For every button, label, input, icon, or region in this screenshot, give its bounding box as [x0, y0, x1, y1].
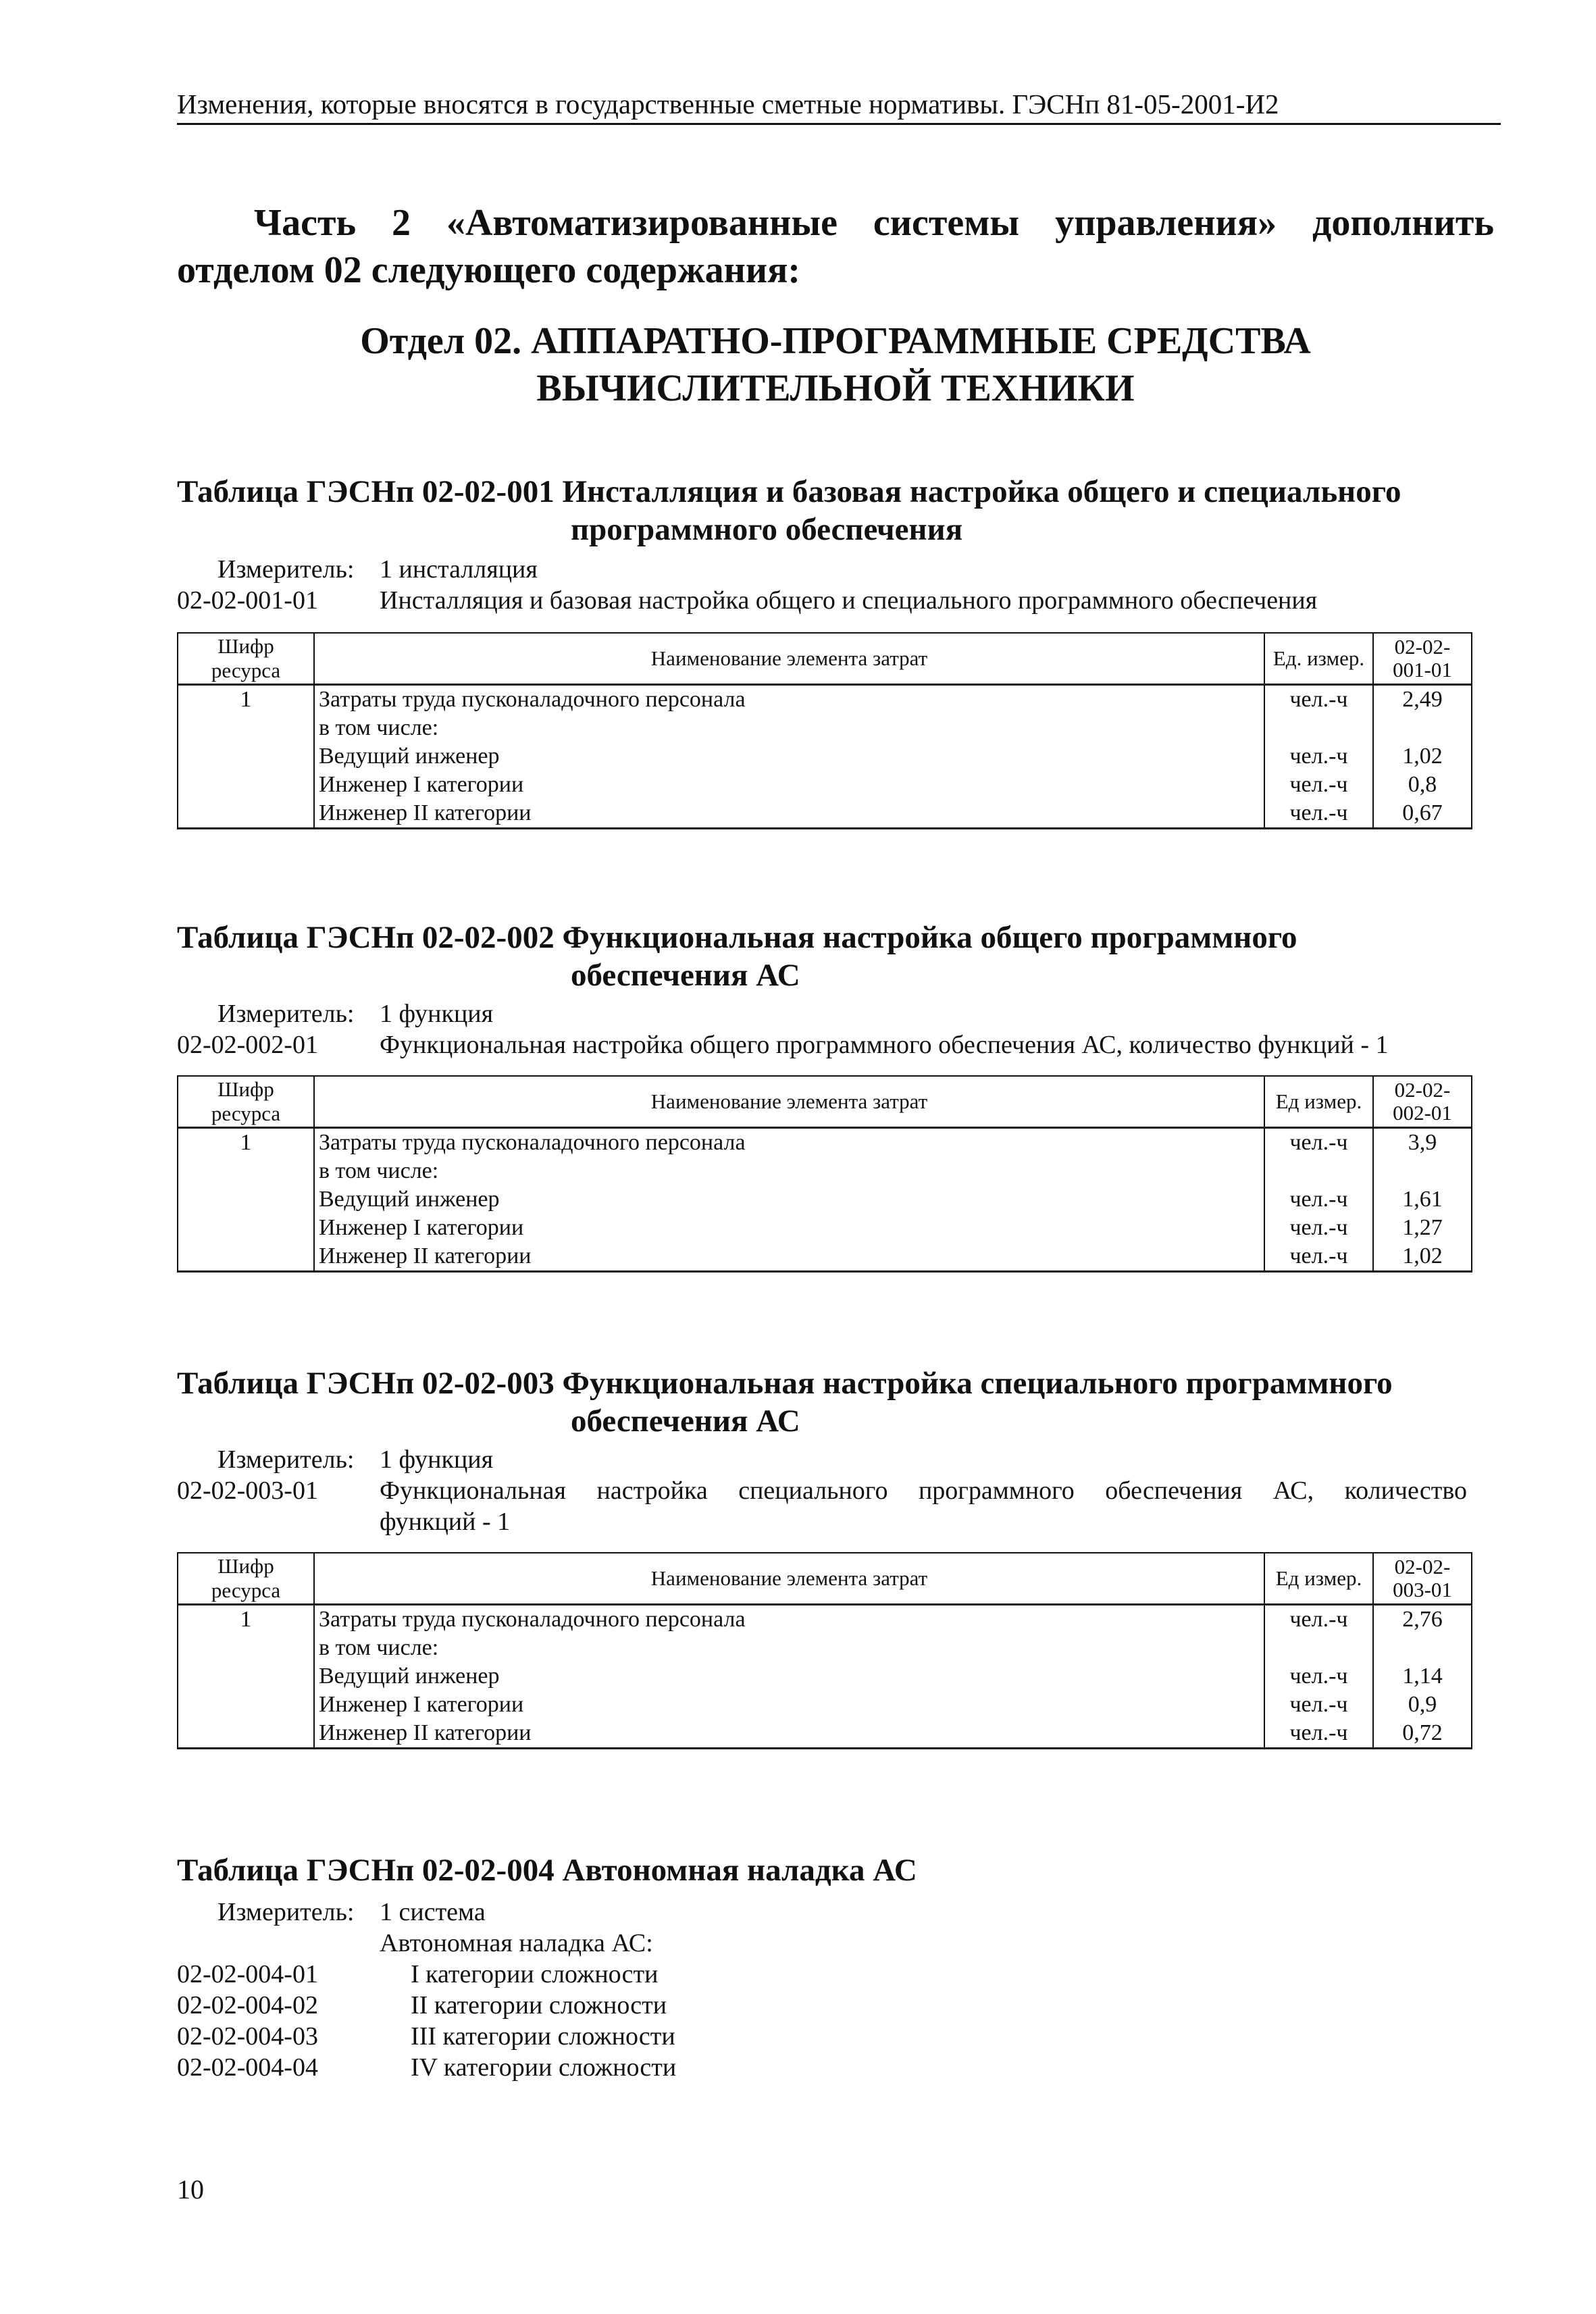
row-unit: чел.-ч: [1264, 1719, 1373, 1749]
row-value: 2,49: [1373, 685, 1472, 715]
row-unit: [1264, 714, 1373, 742]
row-unit: чел.-ч: [1264, 742, 1373, 771]
row-name: Инженер I категории: [314, 1214, 1264, 1242]
col-header-value-line-1: 02-02-: [1394, 1555, 1451, 1578]
meter-label: Измеритель:: [217, 1000, 355, 1028]
table-1-meta: [177, 554, 1317, 616]
meter-value: 1 функция: [380, 1000, 494, 1028]
row-value: 1,02: [1373, 742, 1472, 771]
col-header-value: [1373, 633, 1472, 685]
col-header-unit: Ед измер.: [1264, 1076, 1373, 1128]
row-value: 3,9: [1373, 1128, 1472, 1158]
col-header-code: Шифр ресурса: [178, 1076, 314, 1128]
table-2-title: [177, 919, 1297, 994]
row-value: 0,67: [1373, 799, 1472, 829]
row-name: Ведущий инженер: [314, 1185, 1264, 1214]
section-title-line-2: ВЫЧИСЛИТЕЛЬНОЙ ТЕХНИКИ: [536, 367, 1135, 409]
table-row: [178, 1214, 1472, 1242]
item-code: 02-02-004-01: [177, 1960, 318, 1988]
col-header-code: Шифр ресурса: [178, 633, 314, 685]
meter-value: 1 система: [380, 1898, 486, 1926]
row-unit: чел.-ч: [1264, 1214, 1373, 1242]
table-row: [178, 714, 1472, 742]
norm-description: Инсталляция и базовая настройка общего и специального программного обеспечения: [380, 586, 1318, 615]
intro-word: Часть: [254, 202, 357, 244]
row-code: [178, 1691, 314, 1719]
row-code: 1: [178, 1128, 314, 1158]
row-name: Инженер II категории: [314, 1242, 1264, 1272]
section-title-line-1: Отдел 02. АППАРАТНО-ПРОГРАММНЫЕ СРЕДСТВА: [360, 320, 1311, 362]
row-value: [1373, 1634, 1472, 1662]
col-header-value-line-2: 001-01: [1393, 658, 1452, 682]
table-row: [178, 1242, 1472, 1272]
row-value: [1373, 714, 1472, 742]
row-code: 1: [178, 1605, 314, 1635]
meter-label: Измеритель:: [217, 555, 355, 584]
intro-word: «Автоматизированные: [446, 202, 838, 244]
item-text: IV категории сложности: [411, 2053, 677, 2082]
item-text: I категории сложности: [411, 1960, 659, 1988]
col-header-name: Наименование элемента затрат: [314, 633, 1264, 685]
group-heading: Автономная наладка АС:: [380, 1929, 653, 1957]
row-code: [178, 799, 314, 829]
row-name: Инженер I категории: [314, 1691, 1264, 1719]
table-2: [177, 1075, 1472, 1272]
meter-label: Измеритель:: [217, 1445, 355, 1474]
row-code: [178, 714, 314, 742]
table-row: [178, 1605, 1472, 1635]
norm-description-line-1: Функциональная настройка специального программного обеспечения АС, количество: [380, 1476, 1467, 1505]
table-3-meta: [177, 1444, 1467, 1537]
table-row: [178, 742, 1472, 771]
row-code: [178, 1634, 314, 1662]
table-row: [178, 1185, 1472, 1214]
table-2-title-line-1: Таблица ГЭСНп 02-02-002 Функциональная настройка общего программного: [177, 920, 1297, 955]
table-row: [178, 771, 1472, 799]
meter-value: 1 инсталляция: [380, 555, 538, 584]
intro-word: системы: [873, 202, 1020, 244]
table-1: [177, 632, 1472, 829]
row-value: 0,9: [1373, 1691, 1472, 1719]
col-header-unit: Ед. измер.: [1264, 633, 1373, 685]
row-code: [178, 1242, 314, 1272]
col-header-unit: Ед измер.: [1264, 1553, 1373, 1605]
table-row: [178, 799, 1472, 829]
norm-description-line-2: функций - 1: [380, 1508, 511, 1536]
meter-label: Измеритель:: [217, 1898, 355, 1926]
norm-description: Функциональная настройка общего программного обеспечения АС, количество функций - 1: [380, 1031, 1389, 1059]
page-number: 10: [177, 2174, 204, 2205]
table-1-title-line-2: программного обеспечения: [571, 512, 963, 547]
col-header-value: [1373, 1076, 1472, 1128]
row-value: 0,8: [1373, 771, 1472, 799]
row-value: 0,72: [1373, 1719, 1472, 1749]
row-value: 1,61: [1373, 1185, 1472, 1214]
table-4-title: Таблица ГЭСНп 02-02-004 Автономная наладка АС: [177, 1853, 917, 1888]
col-header-value: [1373, 1553, 1472, 1605]
col-header-value-line-1: 02-02-: [1394, 635, 1451, 659]
row-name: в том числе:: [314, 714, 1264, 742]
intro-word: управления»: [1055, 202, 1277, 244]
col-header-value-line-1: 02-02-: [1394, 1078, 1451, 1102]
running-header: Изменения, которые вносятся в государственные сметные нормативы. ГЭСНп 81-05-2001-И2: [177, 88, 1501, 125]
norm-code: 02-02-001-01: [177, 586, 318, 615]
row-code: [178, 1662, 314, 1691]
row-code: [178, 771, 314, 799]
item-code: 02-02-004-03: [177, 2022, 318, 2051]
intro-word: 2: [392, 202, 411, 244]
table-3: [177, 1552, 1472, 1749]
row-name: Затраты труда пусконаладочного персонала: [314, 685, 1264, 715]
list-item: [177, 2052, 676, 2083]
col-header-value-line-2: 002-01: [1393, 1101, 1452, 1125]
row-unit: чел.-ч: [1264, 685, 1373, 715]
row-name: в том числе:: [314, 1157, 1264, 1185]
row-code: [178, 1157, 314, 1185]
list-item: [177, 1990, 676, 2021]
row-name: Ведущий инженер: [314, 1662, 1264, 1691]
row-unit: чел.-ч: [1264, 1691, 1373, 1719]
table-row: [178, 1662, 1472, 1691]
row-unit: [1264, 1157, 1373, 1185]
list-item: [177, 2021, 676, 2052]
row-name: Ведущий инженер: [314, 742, 1264, 771]
row-value: 1,27: [1373, 1214, 1472, 1242]
row-unit: чел.-ч: [1264, 771, 1373, 799]
row-unit: чел.-ч: [1264, 1128, 1373, 1158]
row-name: Затраты труда пусконаладочного персонала: [314, 1128, 1264, 1158]
item-code: 02-02-004-02: [177, 1991, 318, 2020]
intro-word: дополнить: [1312, 202, 1494, 244]
row-unit: чел.-ч: [1264, 1185, 1373, 1214]
row-code: 1: [178, 685, 314, 715]
table-4-meta: [177, 1897, 676, 2083]
item-code: 02-02-004-04: [177, 2053, 318, 2082]
row-name: Инженер I категории: [314, 771, 1264, 799]
table-1-title: [177, 473, 1401, 548]
row-code: [178, 1719, 314, 1749]
table-row: [178, 1157, 1472, 1185]
intro-line-2: отделом 02 следующего содержания:: [177, 249, 801, 291]
row-unit: [1264, 1634, 1373, 1662]
col-header-name: Наименование элемента затрат: [314, 1076, 1264, 1128]
row-code: [178, 1214, 314, 1242]
row-value: 1,14: [1373, 1662, 1472, 1691]
row-unit: чел.-ч: [1264, 799, 1373, 829]
list-item: [177, 1959, 676, 1990]
col-header-name: Наименование элемента затрат: [314, 1553, 1264, 1605]
row-code: [178, 742, 314, 771]
table-2-title-line-2: обеспечения АС: [571, 958, 800, 993]
row-name: в том числе:: [314, 1634, 1264, 1662]
table-row: [178, 1691, 1472, 1719]
section-title: [177, 317, 1494, 412]
intro-paragraph: [177, 199, 1494, 294]
item-text: II категории сложности: [411, 1991, 667, 2020]
table-3-title: [177, 1364, 1393, 1440]
table-3-title-line-2: обеспечения АС: [571, 1404, 800, 1439]
row-unit: чел.-ч: [1264, 1662, 1373, 1691]
row-name: Инженер II категории: [314, 1719, 1264, 1749]
item-text: III категории сложности: [411, 2022, 675, 2051]
row-unit: чел.-ч: [1264, 1242, 1373, 1272]
table-3-title-line-1: Таблица ГЭСНп 02-02-003 Функциональная настройка специального программного: [177, 1366, 1393, 1401]
norm-code: 02-02-002-01: [177, 1031, 318, 1059]
col-header-value-line-2: 003-01: [1393, 1578, 1452, 1601]
table-row: [178, 1128, 1472, 1158]
row-value: 2,76: [1373, 1605, 1472, 1635]
meter-value: 1 функция: [380, 1445, 494, 1474]
table-row: [178, 1719, 1472, 1749]
row-unit: чел.-ч: [1264, 1605, 1373, 1635]
row-name: Затраты труда пусконаладочного персонала: [314, 1605, 1264, 1635]
col-header-code: Шифр ресурса: [178, 1553, 314, 1605]
table-row: [178, 1634, 1472, 1662]
row-value: 1,02: [1373, 1242, 1472, 1272]
row-code: [178, 1185, 314, 1214]
row-name: Инженер II категории: [314, 799, 1264, 829]
row-value: [1373, 1157, 1472, 1185]
table-row: [178, 685, 1472, 715]
table-1-title-line-1: Таблица ГЭСНп 02-02-001 Инсталляция и базовая настройка общего и специального: [177, 474, 1401, 509]
norm-code: 02-02-003-01: [177, 1476, 318, 1505]
table-2-meta: [177, 998, 1389, 1060]
